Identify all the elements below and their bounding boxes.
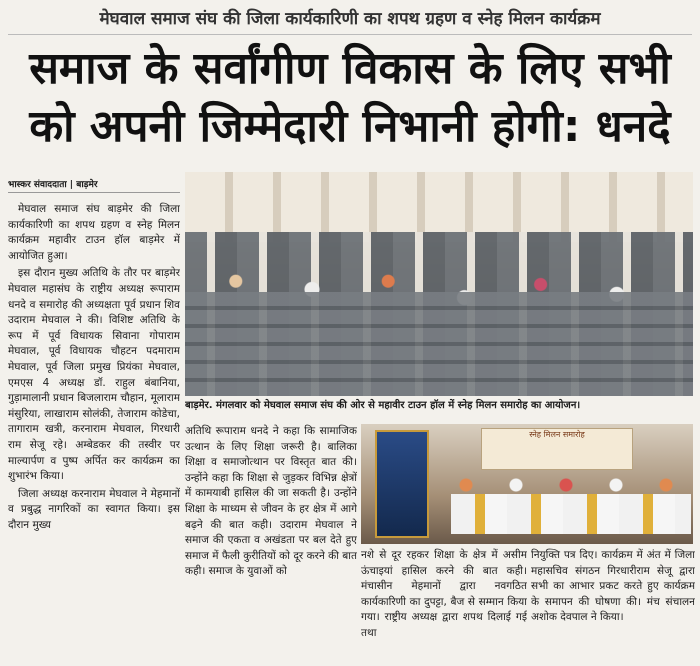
article-column-2: अतिथि रूपाराम धनदे ने कहा कि सामाजिक उत्थान के लिए शिक्षा जरूरी है। बालिका शिक्षा व समाजोत्थान पर विस्तृत बात की। उन्होंने कहा कि शिक्षा से जुड़कर विभिन्न क्षेत्रों में कामयाबी हासिल की जा सकती है। उन्होंने शिक्षा के माध्यम से जीवन के हर क्षेत्र में आगे बढ़ने की बात कही। उदाराम मेघवाल ने समाज की एकता व अखंडता पर बल देते हुए समाज में फैली कुरीतियों को दूर करने की बात कही। समाज के युवाओं को — [185, 425, 357, 578]
article-headline — [6, 40, 694, 156]
photo-ambedkar-poster — [375, 430, 429, 538]
headline-line-1: समाज के सर्वांगीण विकास के लिए सभी — [29, 43, 671, 94]
photo-stage-banner: स्नेह मिलन समारोह — [481, 428, 633, 470]
byline: भास्कर संवाददाता | बाड़मेर — [8, 178, 180, 193]
headline-line-2: को अपनी जिम्मेदारी निभानी होगी: धनदे — [29, 101, 671, 152]
paragraph: इस दौरान मुख्य अतिथि के तौर पर बाड़मेर मेघवाल महासंघ के राष्ट्रीय अध्यक्ष रूपाराम धनदे व समारोह की अध्यक्षता पूर्व प्रधान शिव उदाराम मेघवाल ने की। विशिष्ट अतिथि के रूप में पूर्व विधायक सिवाना गोपाराम मेघवाल, पूर्व विधायक चौहटन पदमाराम मेघवाल, पूर्व जिला प्रमुख प्रियंका मेघवाल, एमएस 4 अध्यक्ष डॉ. राहुल बंबानिया, गुड़ामालानी प्रधान बिजलाराम चौहान, मूलाराम मंसुरिया, लाखाराम सोलंकी, तेजाराम कोडेचा, तागाराम खत्री, करनाराम मेघवाल, गिरधारी राम सेजू रहे। अम्बेडकर की तस्वीर पर माल्यार्पण व पुष्प अर्पित कर कार्यक्रम का शुभारंभ किया। — [8, 267, 180, 483]
article-column-1 — [8, 202, 180, 662]
event-photo-stage — [361, 424, 693, 544]
paragraph: मेघवाल समाज संघ बाड़मेर की जिला कार्यकारिणी का शपथ ग्रहण व स्नेह मिलन कार्यक्रम महावीर टाउन हॉल बाड़मेर में आयोजित हुआ। — [8, 203, 180, 262]
article-column-3: नशे से दूर रहकर शिक्षा के क्षेत्र में असीम ऊंचाइयां हासिल करने की बात कही। मंचासीन मेहमानों द्वारा नवगठित कार्यकारिणी का दुपट्टा, बैज से सम्मान किया गया। राष्ट्रीय अध्यक्ष द्वारा शपथ दिलाई गई तथा — [361, 549, 527, 639]
paragraph: जिला अध्यक्ष करनाराम मेघवाल ने मेहमानों व प्रबुद्ध नागरिकों का स्वागत किया। इस दौरान मुख्य — [8, 487, 180, 531]
photo-stage-table — [451, 494, 691, 534]
photo-caption: बाड़मेर. मंगलवार को मेघवाल समाज संघ की ओर से महावीर टाउन हॉल में स्नेह मिलन समारोह का आयोजन। — [185, 397, 693, 415]
article-column-4: नियुक्ति पत्र दिए। कार्यक्रम में अंत में जिला महासचिव संगठन गिरधारीराम सेजू द्वारा सभी का आभार प्रकट करते हुए कार्यक्रम के समापन की घोषणा की। मंच संचालन अशोक देवपाल ने किया। — [531, 549, 695, 624]
event-photo-audience — [185, 172, 693, 396]
article-kicker: मेघवाल समाज संघ की जिला कार्यकारिणी का शपथ ग्रहण व स्नेह मिलन कार्यक्रम — [8, 4, 692, 35]
photo-seat-rows — [185, 292, 693, 396]
